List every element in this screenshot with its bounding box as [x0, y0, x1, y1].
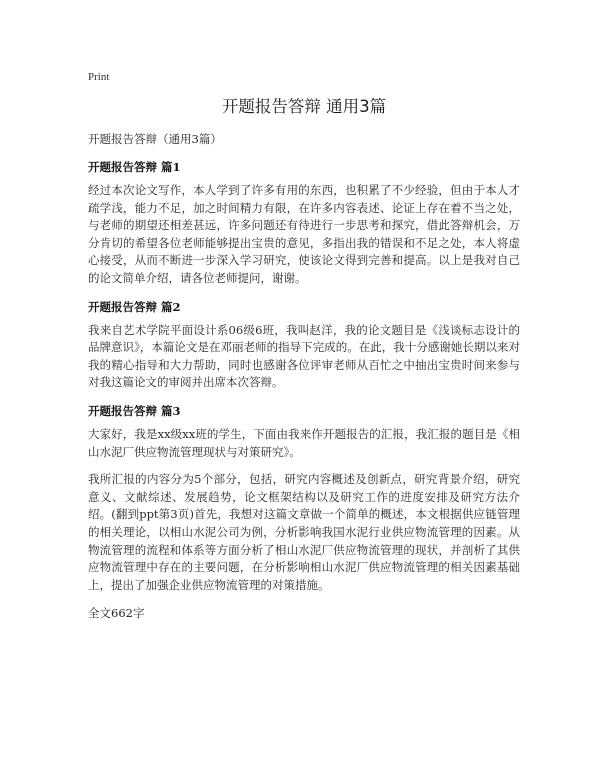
document-page: [88, 70, 520, 622]
section-heading: 开题报告答辩 篇2: [88, 299, 181, 314]
section-heading: 开题报告答辩 篇1: [88, 160, 181, 174]
section-2: [88, 298, 520, 392]
paragraph: 经过本次论文写作，本人学到了许多有用的东西，也积累了不少经验，但由于本人才疏学浅，能力不足，加之时间精力有限，在许多内容表述、论证上存在着不当之处，与老师的期望还相差甚远，许多问题还有待进行一步思考和探究，借此答辩机会，万分肯切的希望各位老师能够提出宝贵的意见，多指出我的错误和不足之处，本人将虚心接受，从而不断进一步深入学习研究，使该论文得到完善和提高。以上是我对自己的论文简单介绍，请各位老师提问，谢谢。: [88, 183, 520, 285]
document-title: 开题报告答辩 通用3篇: [221, 97, 387, 116]
paragraph: 我所汇报的内容分为5个部分，包括，研究内容概述及创新点，研究背景介绍，研究意义、文献综述、发展趋势，论文框架结构以及研究工作的进度安排及研究方法介绍。(翻到ppt第3页)首先，我想对这篇文章做一个简单的概述，本文根据供应链管理的相关理论，以相山水泥公司为例，分析影响我国水泥行业供应物流管理的因素。从物流管理的流程和体系等方面分析了相山水泥厂供应物流管理的现状，并剖析了其供应物流管理中存在的主要问题，在分析影响相山水泥厂供应物流管理的相关因素基础上，提出了加强企业供应物流管理的对策措施。: [88, 472, 520, 592]
paragraph: 我来自艺术学院平面设计系06级6班，我叫赵洋，我的论文题目是《浅谈标志设计的品牌意识》，本篇论文是在邓丽老师的指导下完成的。在此，我十分感谢她长期以来对我的精心指导和大力帮助，同时也感谢各位评审老师从百忙之中抽出宝贵时间来参与对我这篇论文的审阅并出席本次答辩。: [88, 322, 520, 390]
document-subtitle: 开题报告答辩（通用3篇）: [88, 132, 222, 146]
word-count: 全文662字: [88, 606, 145, 621]
section-heading: 开题报告答辩 篇3: [88, 403, 181, 418]
section-1: [88, 158, 520, 288]
print-label: Print: [88, 71, 110, 83]
paragraph: 大家好，我是xx级xx班的学生，下面由我来作开题报告的汇报，我汇报的题目是《相山水泥厂供应物流管理现状与对策研究》。: [88, 426, 520, 459]
section-3: [88, 402, 520, 594]
